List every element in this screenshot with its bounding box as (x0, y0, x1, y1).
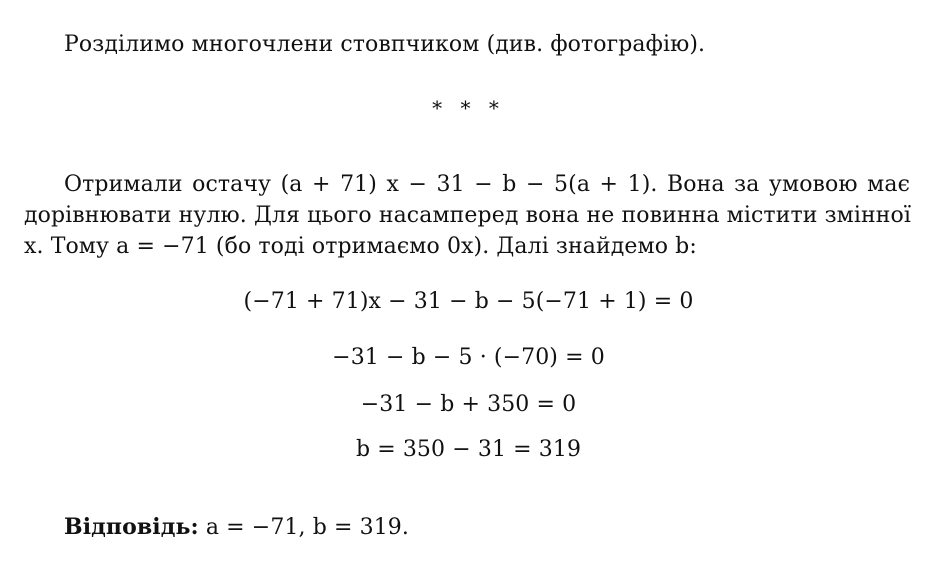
intro-paragraph: Розділимо многочлени стовпчиком (див. фотографію). (64, 32, 706, 57)
equation-3: −31 − b + 350 = 0 (360, 392, 577, 417)
equation-1: (−71 + 71)x − 31 − b − 5(−71 + 1) = 0 (243, 289, 694, 314)
paragraph-line-1: Отримали остачу (a + 71) x − 31 − b − 5(a + 1). Вона за умовою має (64, 172, 910, 197)
section-separator: * * * (432, 96, 505, 120)
equation-4: b = 350 − 31 = 319 (355, 437, 582, 462)
paragraph-line-2: дорівнювати нулю. Для цього насамперед вона не повинна містити змінної (24, 203, 912, 228)
equation-2: −31 − b − 5 · (−70) = 0 (332, 345, 605, 370)
answer-line (64, 514, 409, 541)
answer-text: a = −71, b = 319. (205, 515, 409, 540)
paragraph-line-3: x. Тому a = −71 (бо тоді отримаємо 0x). Далі знайдемо b: (24, 234, 697, 259)
answer-label: Відповідь: (64, 514, 199, 540)
